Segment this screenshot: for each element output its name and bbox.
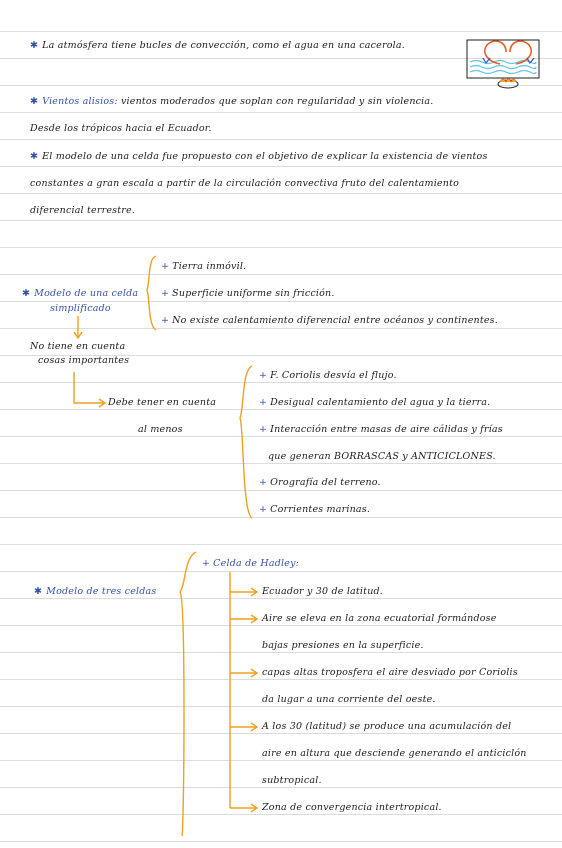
plus-icon: + [259, 477, 268, 488]
ignores-label-2: cosas importantes [38, 355, 130, 366]
brace-three-cells [180, 552, 196, 836]
hadley-point-continued: subtropical. [262, 775, 322, 786]
asterisk-icon: ✱ [30, 151, 39, 162]
must-consider-label-2: al menos [138, 424, 183, 435]
assumption-item: + Superficie uniforme sin fricción. [161, 288, 335, 299]
hadley-cell-title: + Celda de Hadley: [202, 558, 300, 569]
plus-icon: + [259, 370, 268, 381]
must-consider-label: Debe tener en cuenta [108, 397, 217, 408]
convection-text: La atmósfera tiene bucles de convección, como el agua en una cacerola. [42, 40, 405, 51]
plus-icon: + [161, 261, 170, 272]
hadley-point: Ecuador y 30 de latitud. [262, 586, 384, 597]
plus-icon: + [259, 424, 268, 435]
factor-item: + Corrientes marinas. [259, 504, 371, 515]
factor-item: + Desigual calentamiento del agua y la tierra. [259, 397, 491, 408]
brace-factors [240, 366, 252, 518]
one-cell-purpose-2: constantes a gran escala a partir de la circulación convectiva fruto del calentamiento [30, 178, 460, 189]
hadley-point: A los 30 (latitud) se produce una acumulación del [262, 721, 512, 732]
plus-icon: + [161, 288, 170, 299]
factor-item: + Interacción entre masas de aire cálidas y frías [259, 424, 503, 435]
hadley-point: capas altas troposfera el aire desviado por Coriolis [262, 667, 518, 678]
three-cell-title: ✱ Modelo de tres celdas [34, 586, 157, 597]
one-cell-title: ✱ Modelo de una celda [22, 288, 139, 299]
asterisk-icon: ✱ [34, 586, 43, 597]
one-cell-purpose-1: ✱ El modelo de una celda fue propuesto con el objetivo de explicar la existencia de vientos [30, 151, 488, 162]
plus-icon: + [161, 315, 170, 326]
hadley-point-continued: da lugar a una corriente del oeste. [262, 694, 436, 705]
asterisk-icon: ✱ [30, 40, 39, 51]
hadley-point-continued: aire en altura que desciende generando el anticiclón [262, 748, 527, 759]
arrow-elbow [74, 372, 104, 403]
one-cell-purpose-3: diferencial terrestre. [30, 205, 136, 216]
winds-definition-text: vientos moderados que soplan con regularidad y sin violencia. [120, 96, 434, 107]
winds-direction: Desde los trópicos hacia el Ecuador. [30, 123, 212, 134]
plus-icon: + [202, 558, 211, 569]
hadley-point: Aire se eleva en la zona ecuatorial formándose [262, 613, 497, 624]
hadley-point: Zona de convergencia intertropical. [262, 802, 442, 813]
ignores-label-1: No tiene en cuenta [30, 341, 126, 352]
brace-assumptions [147, 256, 156, 330]
factor-item: + F. Coriolis desvía el flujo. [259, 370, 397, 381]
factor-item: + Orografía del terreno. [259, 477, 381, 488]
asterisk-icon: ✱ [30, 96, 39, 107]
factor-item-continued: que generan BORRASCAS y ANTICICLONES. [268, 451, 496, 462]
assumption-item: + Tierra inmóvil. [161, 261, 247, 272]
hadley-arrows [230, 588, 257, 812]
one-cell-subtitle: simplificado [50, 303, 111, 314]
hadley-point-continued: bajas presiones en la superficie. [262, 640, 424, 651]
asterisk-icon: ✱ [22, 288, 31, 299]
winds-title: Vientos alisios: [42, 96, 118, 107]
plus-icon: + [259, 397, 268, 408]
assumption-item: + No existe calentamiento diferencial entre océanos y continentes. [161, 315, 498, 326]
plus-icon: + [259, 504, 268, 515]
